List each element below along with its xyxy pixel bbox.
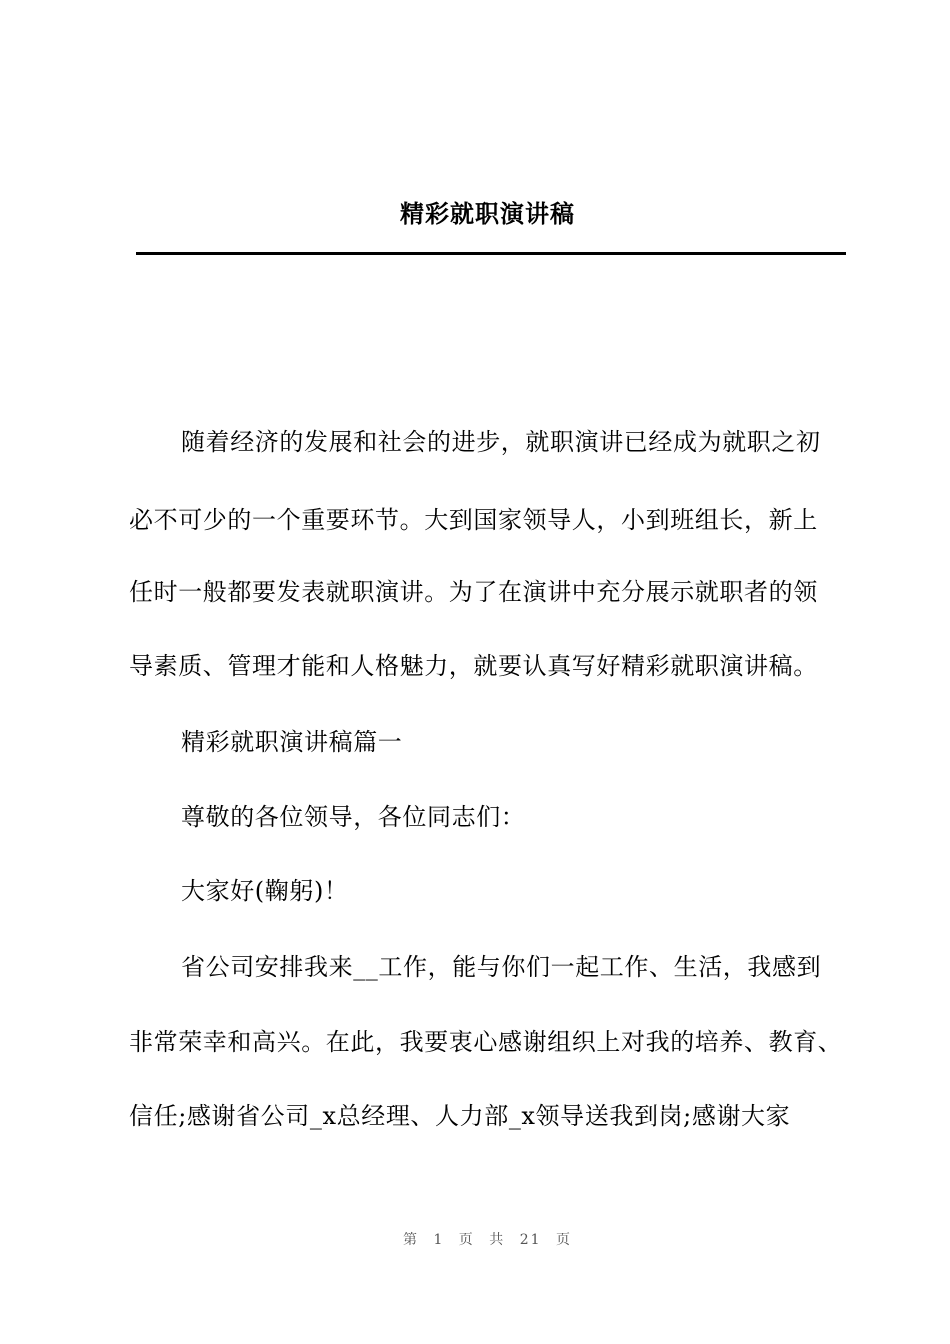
body-line-8: 省公司安排我来__工作，能与你们一起工作、生活，我感到: [181, 953, 822, 981]
body-line-1: 随着经济的发展和社会的进步，就职演讲已经成为就职之初: [181, 428, 821, 456]
page-number-footer: 第 1 页 共 21 页: [403, 1232, 572, 1248]
body-line-3: 任时一般都要发表就职演讲。为了在演讲中充分展示就职者的领: [129, 578, 818, 606]
document-title: 精彩就职演讲稿: [400, 199, 575, 228]
body-line-9: 非常荣幸和高兴。在此，我要衷心感谢组织上对我的培养、教育、: [129, 1028, 843, 1056]
body-line-4: 导素质、管理才能和人格魅力，就要认真写好精彩就职演讲稿。: [129, 652, 818, 680]
section-heading: 精彩就职演讲稿篇一: [181, 728, 403, 756]
body-line-10: 信任;感谢省公司_x总经理、人力部_x领导送我到岗;感谢大家: [129, 1102, 791, 1130]
title-underline: [136, 252, 846, 255]
body-line-2: 必不可少的一个重要环节。大到国家领导人，小到班组长，新上: [129, 506, 818, 534]
salutation: 尊敬的各位领导，各位同志们：: [181, 803, 526, 831]
greeting: 大家好(鞠躬)！: [181, 877, 349, 905]
